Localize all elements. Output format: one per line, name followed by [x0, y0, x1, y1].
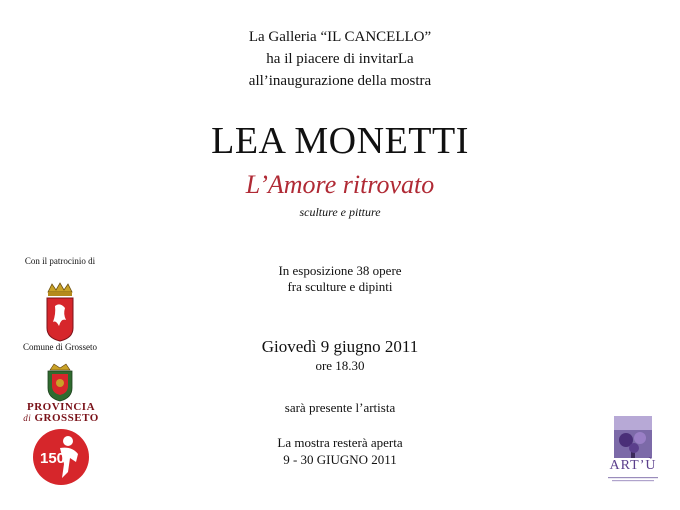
provincia-logo-text: [22, 402, 100, 424]
exhibition-line-2: fra sculture e dipinti: [287, 279, 393, 294]
provincia-crest-icon: [44, 362, 76, 402]
intro-line-3: all’inaugurazione della mostra: [248, 73, 432, 89]
exhibition-info: [0, 263, 680, 295]
artist-present-note: sarà presente l’artista: [284, 400, 396, 415]
artu-tagline-icon: [606, 476, 660, 484]
artu-logo-image-icon: [614, 416, 652, 458]
provincia-line-2: GROSSETO: [34, 412, 99, 424]
patronage-label: Con il patrocinio di: [24, 256, 96, 266]
anniversary-number: 150: [40, 450, 66, 467]
provincia-line-1: PROVINCIA: [26, 401, 96, 413]
exhibition-line-1: In esposizione 38 opere: [278, 263, 402, 278]
provincia-di: di: [23, 413, 32, 423]
invitation-intro: [0, 26, 680, 92]
intro-line-2: ha il piacere di invitarLa: [266, 51, 414, 67]
exhibition-kind: sculture e pitture: [299, 205, 381, 219]
artu-label: ART’Ù: [609, 458, 657, 473]
anniversary-150-logo-icon: [32, 428, 90, 486]
comune-crest-icon: [44, 282, 76, 342]
comune-label: Comune di Grosseto: [23, 342, 97, 352]
opening-period: [0, 434, 680, 468]
intro-line-1: La Galleria “IL CANCELLO”: [248, 29, 432, 45]
event-date: Giovedì 9 giugno 2011: [261, 337, 419, 356]
open-line-1: La mostra resterà aperta: [277, 435, 403, 450]
exhibition-title: L’Amore ritrovato: [245, 170, 435, 199]
open-line-2: 9 - 30 GIUGNO 2011: [283, 452, 397, 467]
event-time: ore 18.30: [315, 358, 365, 373]
artist-name: LEA MONETTI: [211, 120, 469, 162]
